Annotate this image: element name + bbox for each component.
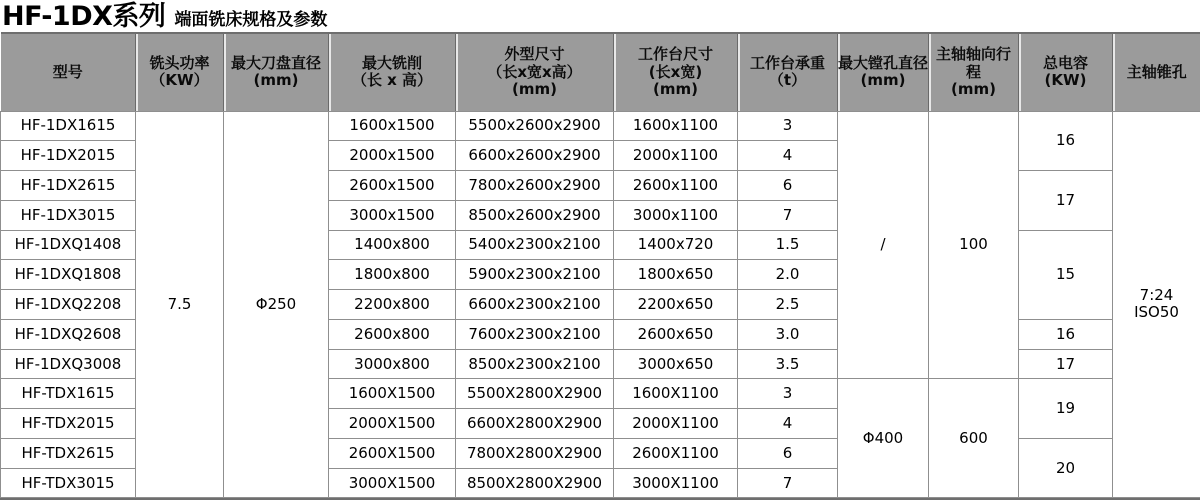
cell-model: HF-TDX2615 <box>1 438 136 468</box>
cell-capacity: 16 <box>1019 319 1113 349</box>
col-header-model: 型号 <box>1 33 136 111</box>
col-header-boring: 最大镗孔直径 (mm) <box>838 33 929 111</box>
cell-capacity: 17 <box>1019 349 1113 379</box>
cell-load: 7 <box>738 468 838 498</box>
cell-capacity: 16 <box>1019 111 1113 171</box>
cell-overall: 5900x2300x2100 <box>456 260 614 290</box>
cell-load: 4 <box>738 409 838 439</box>
cell-overall: 6600x2300x2100 <box>456 290 614 320</box>
header-row <box>1 33 1200 111</box>
cell-load: 3 <box>738 379 838 409</box>
cell-load: 2.5 <box>738 290 838 320</box>
cell-milling: 2000X1500 <box>329 409 456 439</box>
page-subtitle: 端面铣床规格及参数 <box>174 10 328 30</box>
cell-overall: 7600x2300x2100 <box>456 319 614 349</box>
cell-overall: 8500x2300x2100 <box>456 349 614 379</box>
cell-load: 3.0 <box>738 319 838 349</box>
col-header-cutter: 最大刀盘直径 (mm) <box>224 33 329 111</box>
cell-overall: 5500x2600x2900 <box>456 111 614 141</box>
page-title <box>0 0 1200 32</box>
cell-load: 4 <box>738 141 838 171</box>
cell-model: HF-TDX2015 <box>1 409 136 439</box>
cell-boring: Φ400 <box>838 379 929 498</box>
col-header-table_size: 工作台尺寸 (长x宽) (mm) <box>614 33 738 111</box>
col-header-load: 工作台承重 （t） <box>738 33 838 111</box>
cell-overall: 5500X2800X2900 <box>456 379 614 409</box>
cell-overall: 6600X2800X2900 <box>456 409 614 439</box>
cell-model: HF-1DXQ2608 <box>1 319 136 349</box>
cell-milling: 2000x1500 <box>329 141 456 171</box>
cell-table_size: 2200x650 <box>614 290 738 320</box>
spec-table <box>0 32 1200 498</box>
cell-load: 6 <box>738 171 838 201</box>
cell-table_size: 3000X1100 <box>614 468 738 498</box>
cell-milling: 1600x1500 <box>329 111 456 141</box>
cell-table_size: 1600X1100 <box>614 379 738 409</box>
cell-load: 3 <box>738 111 838 141</box>
cell-load: 3.5 <box>738 349 838 379</box>
cell-milling: 2200x800 <box>329 290 456 320</box>
cell-model: HF-1DX3015 <box>1 200 136 230</box>
cell-milling: 2600x1500 <box>329 171 456 201</box>
cell-table_size: 1800x650 <box>614 260 738 290</box>
cell-model: HF-1DX2615 <box>1 171 136 201</box>
cell-capacity: 20 <box>1019 438 1113 498</box>
cell-capacity: 15 <box>1019 230 1113 319</box>
cell-model: HF-TDX3015 <box>1 468 136 498</box>
cell-milling: 1800x800 <box>329 260 456 290</box>
cell-load: 6 <box>738 438 838 468</box>
cell-capacity: 17 <box>1019 171 1113 231</box>
table-row <box>1 111 1200 141</box>
cell-milling: 2600x800 <box>329 319 456 349</box>
cell-overall: 5400x2300x2100 <box>456 230 614 260</box>
col-header-capacity: 总电容 (KW) <box>1019 33 1113 111</box>
col-header-milling: 最大铣削 （长 x 高） <box>329 33 456 111</box>
cell-table_size: 3000x650 <box>614 349 738 379</box>
cell-overall: 6600x2600x2900 <box>456 141 614 171</box>
cell-table_size: 2000x1100 <box>614 141 738 171</box>
cell-cutter: Φ250 <box>224 111 329 498</box>
cell-model: HF-1DXQ1808 <box>1 260 136 290</box>
col-header-power: 铣头功率 （KW） <box>136 33 224 111</box>
col-header-travel: 主轴轴向行程 (mm) <box>929 33 1019 111</box>
cell-milling: 1600X1500 <box>329 379 456 409</box>
cell-model: HF-1DX1615 <box>1 111 136 141</box>
cell-travel: 100 <box>929 111 1019 379</box>
cell-overall: 7800x2600x2900 <box>456 171 614 201</box>
cell-model: HF-1DXQ2208 <box>1 290 136 320</box>
cell-table_size: 2600x650 <box>614 319 738 349</box>
cell-milling: 3000x800 <box>329 349 456 379</box>
cell-boring: / <box>838 111 929 379</box>
cell-model: HF-TDX1615 <box>1 379 136 409</box>
cell-overall: 7800X2800X2900 <box>456 438 614 468</box>
cell-milling: 2600X1500 <box>329 438 456 468</box>
cell-travel: 600 <box>929 379 1019 498</box>
cell-table_size: 1400x720 <box>614 230 738 260</box>
cell-load: 1.5 <box>738 230 838 260</box>
cell-power: 7.5 <box>136 111 224 498</box>
cell-milling: 3000X1500 <box>329 468 456 498</box>
cell-table_size: 1600x1100 <box>614 111 738 141</box>
cell-table_size: 2000X1100 <box>614 409 738 439</box>
cell-table_size: 2600X1100 <box>614 438 738 468</box>
cell-table_size: 2600x1100 <box>614 171 738 201</box>
cell-taper: 7:24 ISO50 <box>1113 111 1200 498</box>
cell-capacity: 19 <box>1019 379 1113 439</box>
col-header-taper: 主轴锥孔 <box>1113 33 1200 111</box>
cell-overall: 8500x2600x2900 <box>456 200 614 230</box>
cell-load: 7 <box>738 200 838 230</box>
cell-load: 2.0 <box>738 260 838 290</box>
cell-milling: 1400x800 <box>329 230 456 260</box>
cell-model: HF-1DX2015 <box>1 141 136 171</box>
col-header-overall: 外型尺寸 （长x宽x高） (mm) <box>456 33 614 111</box>
cell-overall: 8500X2800X2900 <box>456 468 614 498</box>
cell-model: HF-1DXQ1408 <box>1 230 136 260</box>
cell-milling: 3000x1500 <box>329 200 456 230</box>
cell-table_size: 3000x1100 <box>614 200 738 230</box>
cell-model: HF-1DXQ3008 <box>1 349 136 379</box>
series-title: HF-1DX系列 <box>2 1 166 32</box>
